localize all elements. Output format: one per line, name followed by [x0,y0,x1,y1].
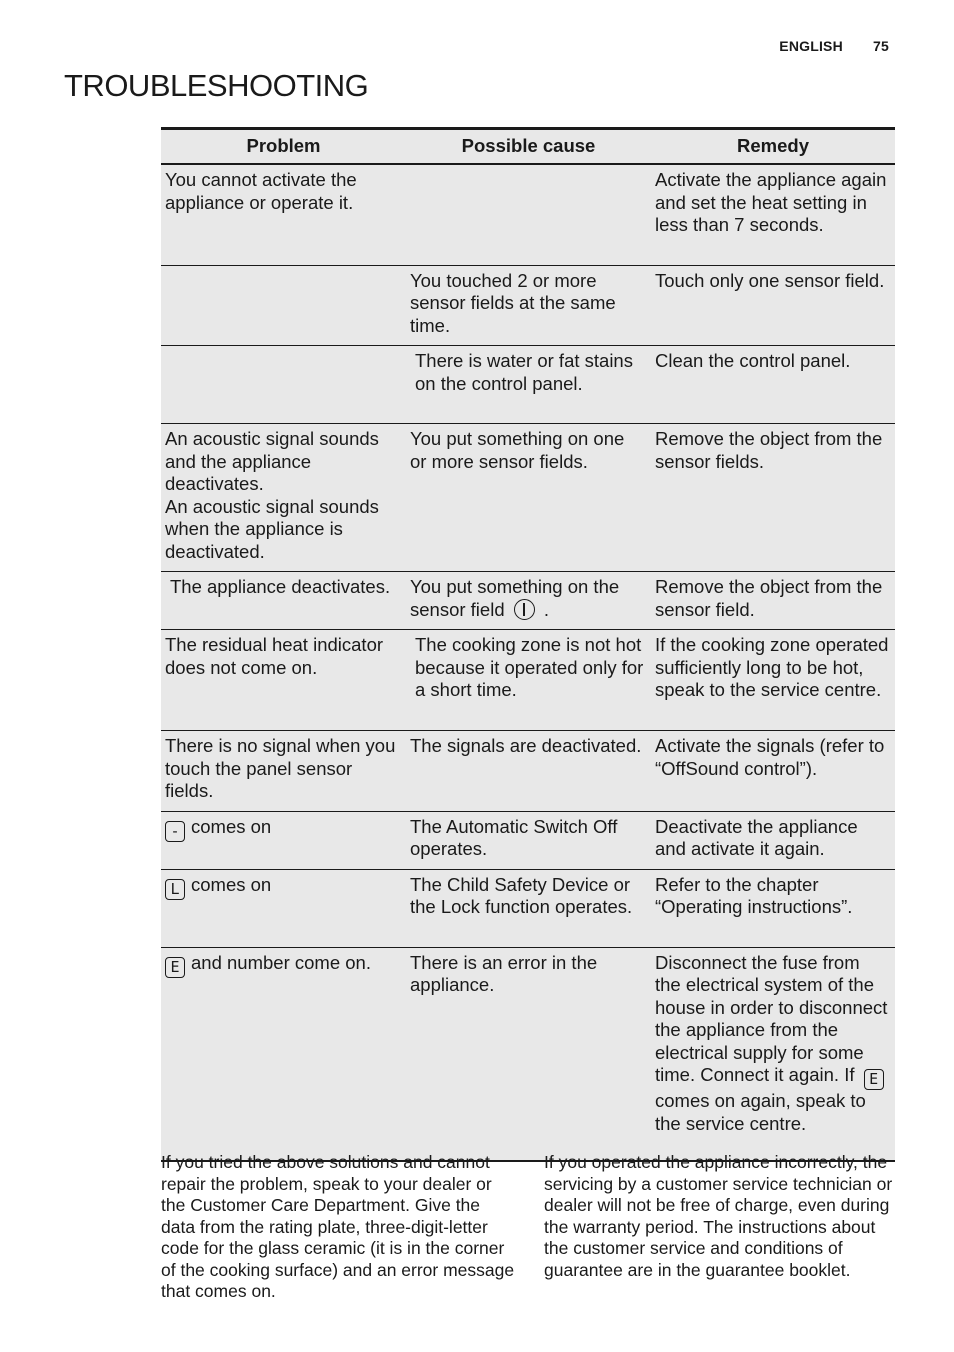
problem-text: comes on [191,873,272,895]
cause-cell: The signals are deactivated. [406,731,651,812]
error-symbol-icon: E [864,1069,884,1090]
table-row [161,164,895,265]
cause-cell: There is water or fat stains on the control panel. [406,346,651,424]
on-off-icon [514,599,535,620]
cause-cell: The Automatic Switch Off operates. [406,811,651,869]
cause-cell [406,572,651,630]
auto-switch-off-symbol-icon: - [165,821,185,842]
lock-symbol-icon: L [165,879,185,900]
table-row [161,947,895,1161]
problem-cell: There is no signal when you touch the panel sensor fields. [161,731,406,812]
cause-cell: The cooking zone is not hot because it operated only for a short time. [406,630,651,731]
remedy-cell: Clean the control panel. [651,346,895,424]
problem-cell [161,811,406,869]
table-row [161,731,895,812]
problem-cell: You cannot activate the appliance or operate it. [161,164,406,265]
language-label: ENGLISH [779,38,843,54]
problem-text: and number come on. [191,951,371,973]
page-header [779,38,889,54]
remedy-cell: Remove the object from the sensor fields. [651,424,895,572]
remedy-cell [651,947,895,1161]
table-header-row [161,129,895,165]
problem-cell [161,869,406,947]
remedy-text: Disconnect the fuse from the electrical system of the house in order to disconnect the appliance from the electrical supply for some time. Connect it again. If [655,951,888,1085]
table-row [161,424,895,572]
cause-cell: There is an error in the appliance. [406,947,651,1161]
remedy-cell: If the cooking zone operated sufficiently long to be hot, speak to the service centre. [651,630,895,731]
cause-cell [406,164,651,265]
troubleshooting-table [161,127,895,1162]
table-row [161,630,895,731]
table-row [161,811,895,869]
error-symbol-icon: E [165,957,185,978]
remedy-cell: Remove the object from the sensor field. [651,572,895,630]
cause-text: You put something on the sensor field [410,576,620,620]
page-number: 75 [873,38,889,54]
problem-cell [161,947,406,1161]
column-header-cause: Possible cause [406,129,651,165]
table-row [161,869,895,947]
table-row [161,265,895,346]
table-row [161,572,895,630]
remedy-cell: Activate the signals (refer to “OffSound control”). [651,731,895,812]
cause-cell: You put something on one or more sensor fields. [406,424,651,572]
table-row [161,346,895,424]
remedy-cell: Touch only one sensor field. [651,265,895,346]
column-header-problem: Problem [161,129,406,165]
footer-note-right: If you operated the appliance incorrectly, the servicing by a customer service technician or dealer will not be free of charge, even during the warranty period. The instructions about the customer service and conditions of guarantee are in the guarantee booklet. [544,1152,893,1280]
problem-cell [161,346,406,424]
problem-text: comes on [191,815,272,837]
page-title: TROUBLESHOOTING [64,68,369,103]
remedy-cell: Deactivate the appliance and activate it again. [651,811,895,869]
column-header-remedy: Remedy [651,129,895,165]
remedy-text-end: comes on again, speak to the service centre. [655,1090,866,1134]
cause-text-end: . [543,598,550,620]
cause-cell: The Child Safety Device or the Lock function operates. [406,869,651,947]
problem-cell: The residual heat indicator does not come on. [161,630,406,731]
remedy-cell: Activate the appliance again and set the heat setting in less than 7 seconds. [651,164,895,265]
cause-cell: You touched 2 or more sensor fields at the same time. [406,265,651,346]
problem-cell [161,265,406,346]
problem-cell: An acoustic signal sounds and the appliance deactivates. An acoustic signal sounds when the appliance is deactivated. [161,424,406,572]
remedy-cell: Refer to the chapter “Operating instructions”. [651,869,895,947]
footer-note-left: If you tried the above solutions and cannot repair the problem, speak to your dealer or the Customer Care Department. Give the data from the rating plate, three-digit-letter code for the glass ceramic (it is in the corner of the cooking surface) and an error message that comes on. [161,1152,515,1301]
problem-cell: The appliance deactivates. [161,572,406,630]
